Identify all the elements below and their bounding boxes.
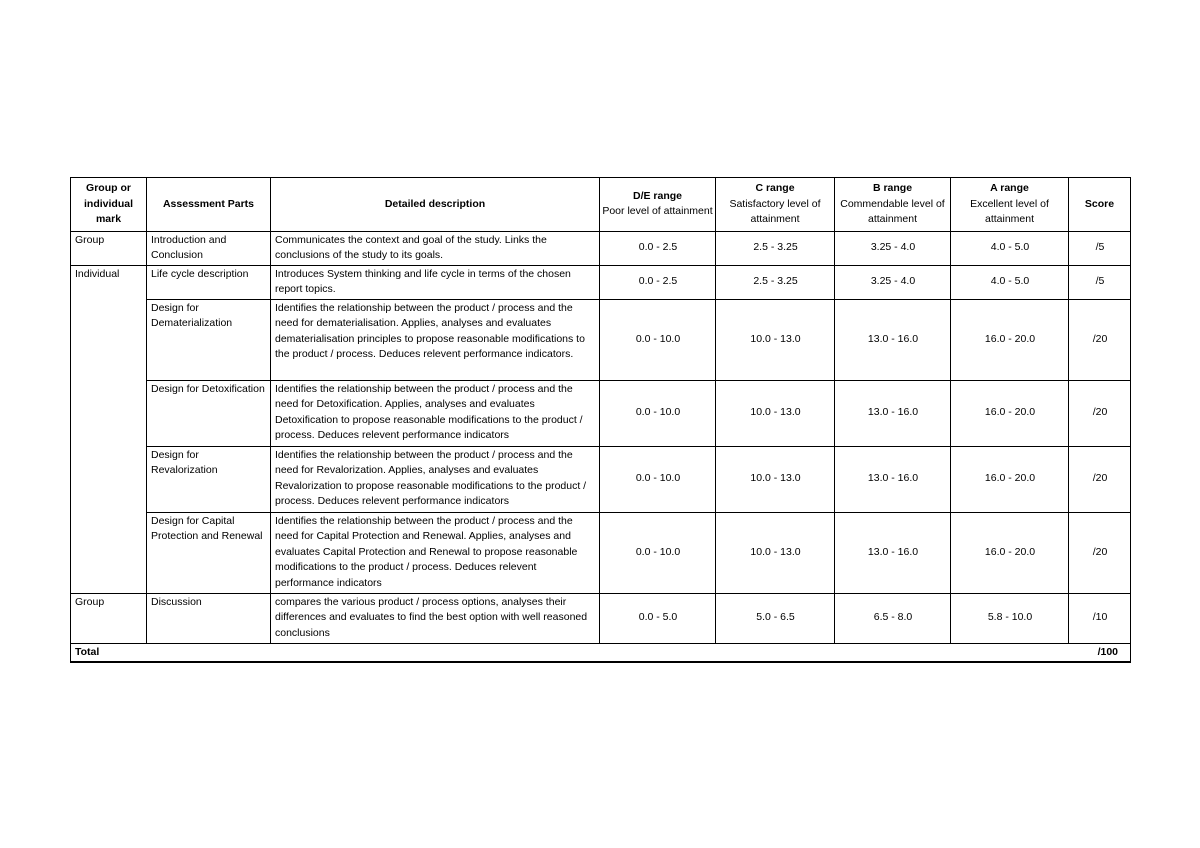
header-group-mark: Group or individual mark: [71, 178, 147, 232]
total-label: Total: [71, 643, 1069, 662]
score-cell: /20: [1069, 512, 1131, 593]
score-cell: /5: [1069, 231, 1131, 265]
de-range-label: D/E range: [632, 189, 682, 202]
header-de-range: [600, 178, 716, 232]
c-range-cell: 2.5 - 3.25: [716, 231, 835, 265]
mark-cell: Individual: [71, 265, 147, 299]
mark-cell: Group: [71, 593, 147, 643]
a-range-cell: 4.0 - 5.0: [951, 231, 1069, 265]
description-cell: Identifies the relationship between the product / process and the need for Capital Protection and Renewal. Applies, analyses and evaluates Capital Protection and Renewal to propose reasonable modifications to the product / process. Deduces relevent performance indicators: [271, 512, 600, 593]
score-cell: /5: [1069, 265, 1131, 299]
de-range-cell: 0.0 - 10.0: [600, 512, 716, 593]
score-cell: /20: [1069, 380, 1131, 446]
de-range-cell: 0.0 - 10.0: [600, 446, 716, 512]
a-range-cell: 16.0 - 20.0: [951, 380, 1069, 446]
c-range-cell: 10.0 - 13.0: [716, 380, 835, 446]
description-cell: Introduces System thinking and life cycle in terms of the chosen report topics.: [271, 265, 600, 299]
description-cell: Communicates the context and goal of the study. Links the conclusions of the study to its goals.: [271, 231, 600, 265]
c-range-cell: 10.0 - 13.0: [716, 299, 835, 380]
a-range-cell: 4.0 - 5.0: [951, 265, 1069, 299]
c-range-desc: Satisfactory level of attainment: [729, 197, 821, 225]
table-row: [71, 593, 1131, 643]
header-b-range: [835, 178, 951, 232]
b-range-cell: 13.0 - 16.0: [835, 512, 951, 593]
c-range-cell: 10.0 - 13.0: [716, 446, 835, 512]
mark-cell: [71, 380, 147, 446]
mark-cell: [71, 299, 147, 380]
de-range-cell: 0.0 - 2.5: [600, 265, 716, 299]
part-cell: Design for Dematerialization: [147, 299, 271, 380]
b-range-cell: 6.5 - 8.0: [835, 593, 951, 643]
b-range-cell: 13.0 - 16.0: [835, 299, 951, 380]
table-row: [71, 380, 1131, 446]
header-assessment-parts: Assessment Parts: [147, 178, 271, 232]
part-cell: Design for Detoxification: [147, 380, 271, 446]
b-range-cell: 13.0 - 16.0: [835, 380, 951, 446]
mark-cell: Group: [71, 231, 147, 265]
part-cell: Design for Capital Protection and Renewal: [147, 512, 271, 593]
table-row: [71, 446, 1131, 512]
a-range-desc: Excellent level of attainment: [970, 197, 1049, 225]
description-cell: compares the various product / process options, analyses their differences and evaluates to find the best option with well reasoned conclusions: [271, 593, 600, 643]
mark-cell: [71, 512, 147, 593]
de-range-desc: Poor level of attainment: [602, 205, 713, 218]
b-range-label: B range: [872, 182, 913, 194]
c-range-cell: 10.0 - 13.0: [716, 512, 835, 593]
header-detailed-description: Detailed description: [271, 178, 600, 232]
description-cell: Identifies the relationship between the product / process and the need for dematerialisation. Applies, analyses and evaluates dematerialisation principles to propose reasonable modifications to the product / process. Deduces relevent performance indicators.: [271, 299, 600, 380]
description-cell: Identifies the relationship between the product / process and the need for Detoxification. Applies, analyses and evaluates Detoxification to propose reasonable modifications to the product / process. Deduces relevent performance indicators: [271, 380, 600, 446]
table-row: [71, 265, 1131, 299]
total-row: [71, 643, 1131, 662]
a-range-label: A range: [990, 182, 1029, 194]
a-range-cell: 16.0 - 20.0: [951, 446, 1069, 512]
description-cell: Identifies the relationship between the product / process and the need for Revalorization. Applies, analyses and evaluates Revalorization to propose reasonable modifications to the product / process. Deduces relevent performance indicators: [271, 446, 600, 512]
a-range-cell: 16.0 - 20.0: [951, 512, 1069, 593]
header-score: Score: [1069, 178, 1131, 232]
score-cell: /20: [1069, 446, 1131, 512]
total-score: /100: [1069, 643, 1131, 662]
part-cell: Discussion: [147, 593, 271, 643]
assessment-rubric-table: [70, 177, 1131, 663]
b-range-cell: 3.25 - 4.0: [835, 265, 951, 299]
a-range-cell: 16.0 - 20.0: [951, 299, 1069, 380]
header-c-range: [716, 178, 835, 232]
de-range-cell: 0.0 - 5.0: [600, 593, 716, 643]
part-cell: Life cycle description: [147, 265, 271, 299]
header-row: [71, 178, 1131, 232]
mark-cell: [71, 446, 147, 512]
de-range-cell: 0.0 - 10.0: [600, 380, 716, 446]
score-cell: /20: [1069, 299, 1131, 380]
c-range-cell: 5.0 - 6.5: [716, 593, 835, 643]
b-range-cell: 13.0 - 16.0: [835, 446, 951, 512]
score-cell: /10: [1069, 593, 1131, 643]
table-row: [71, 512, 1131, 593]
b-range-desc: Commendable level of attainment: [840, 197, 945, 225]
c-range-label: C range: [755, 182, 795, 194]
c-range-cell: 2.5 - 3.25: [716, 265, 835, 299]
table-row: [71, 231, 1131, 265]
de-range-cell: 0.0 - 10.0: [600, 299, 716, 380]
a-range-cell: 5.8 - 10.0: [951, 593, 1069, 643]
header-a-range: [951, 178, 1069, 232]
de-range-cell: 0.0 - 2.5: [600, 231, 716, 265]
part-cell: Design for Revalorization: [147, 446, 271, 512]
table-row: [71, 299, 1131, 380]
b-range-cell: 3.25 - 4.0: [835, 231, 951, 265]
part-cell: Introduction and Conclusion: [147, 231, 271, 265]
